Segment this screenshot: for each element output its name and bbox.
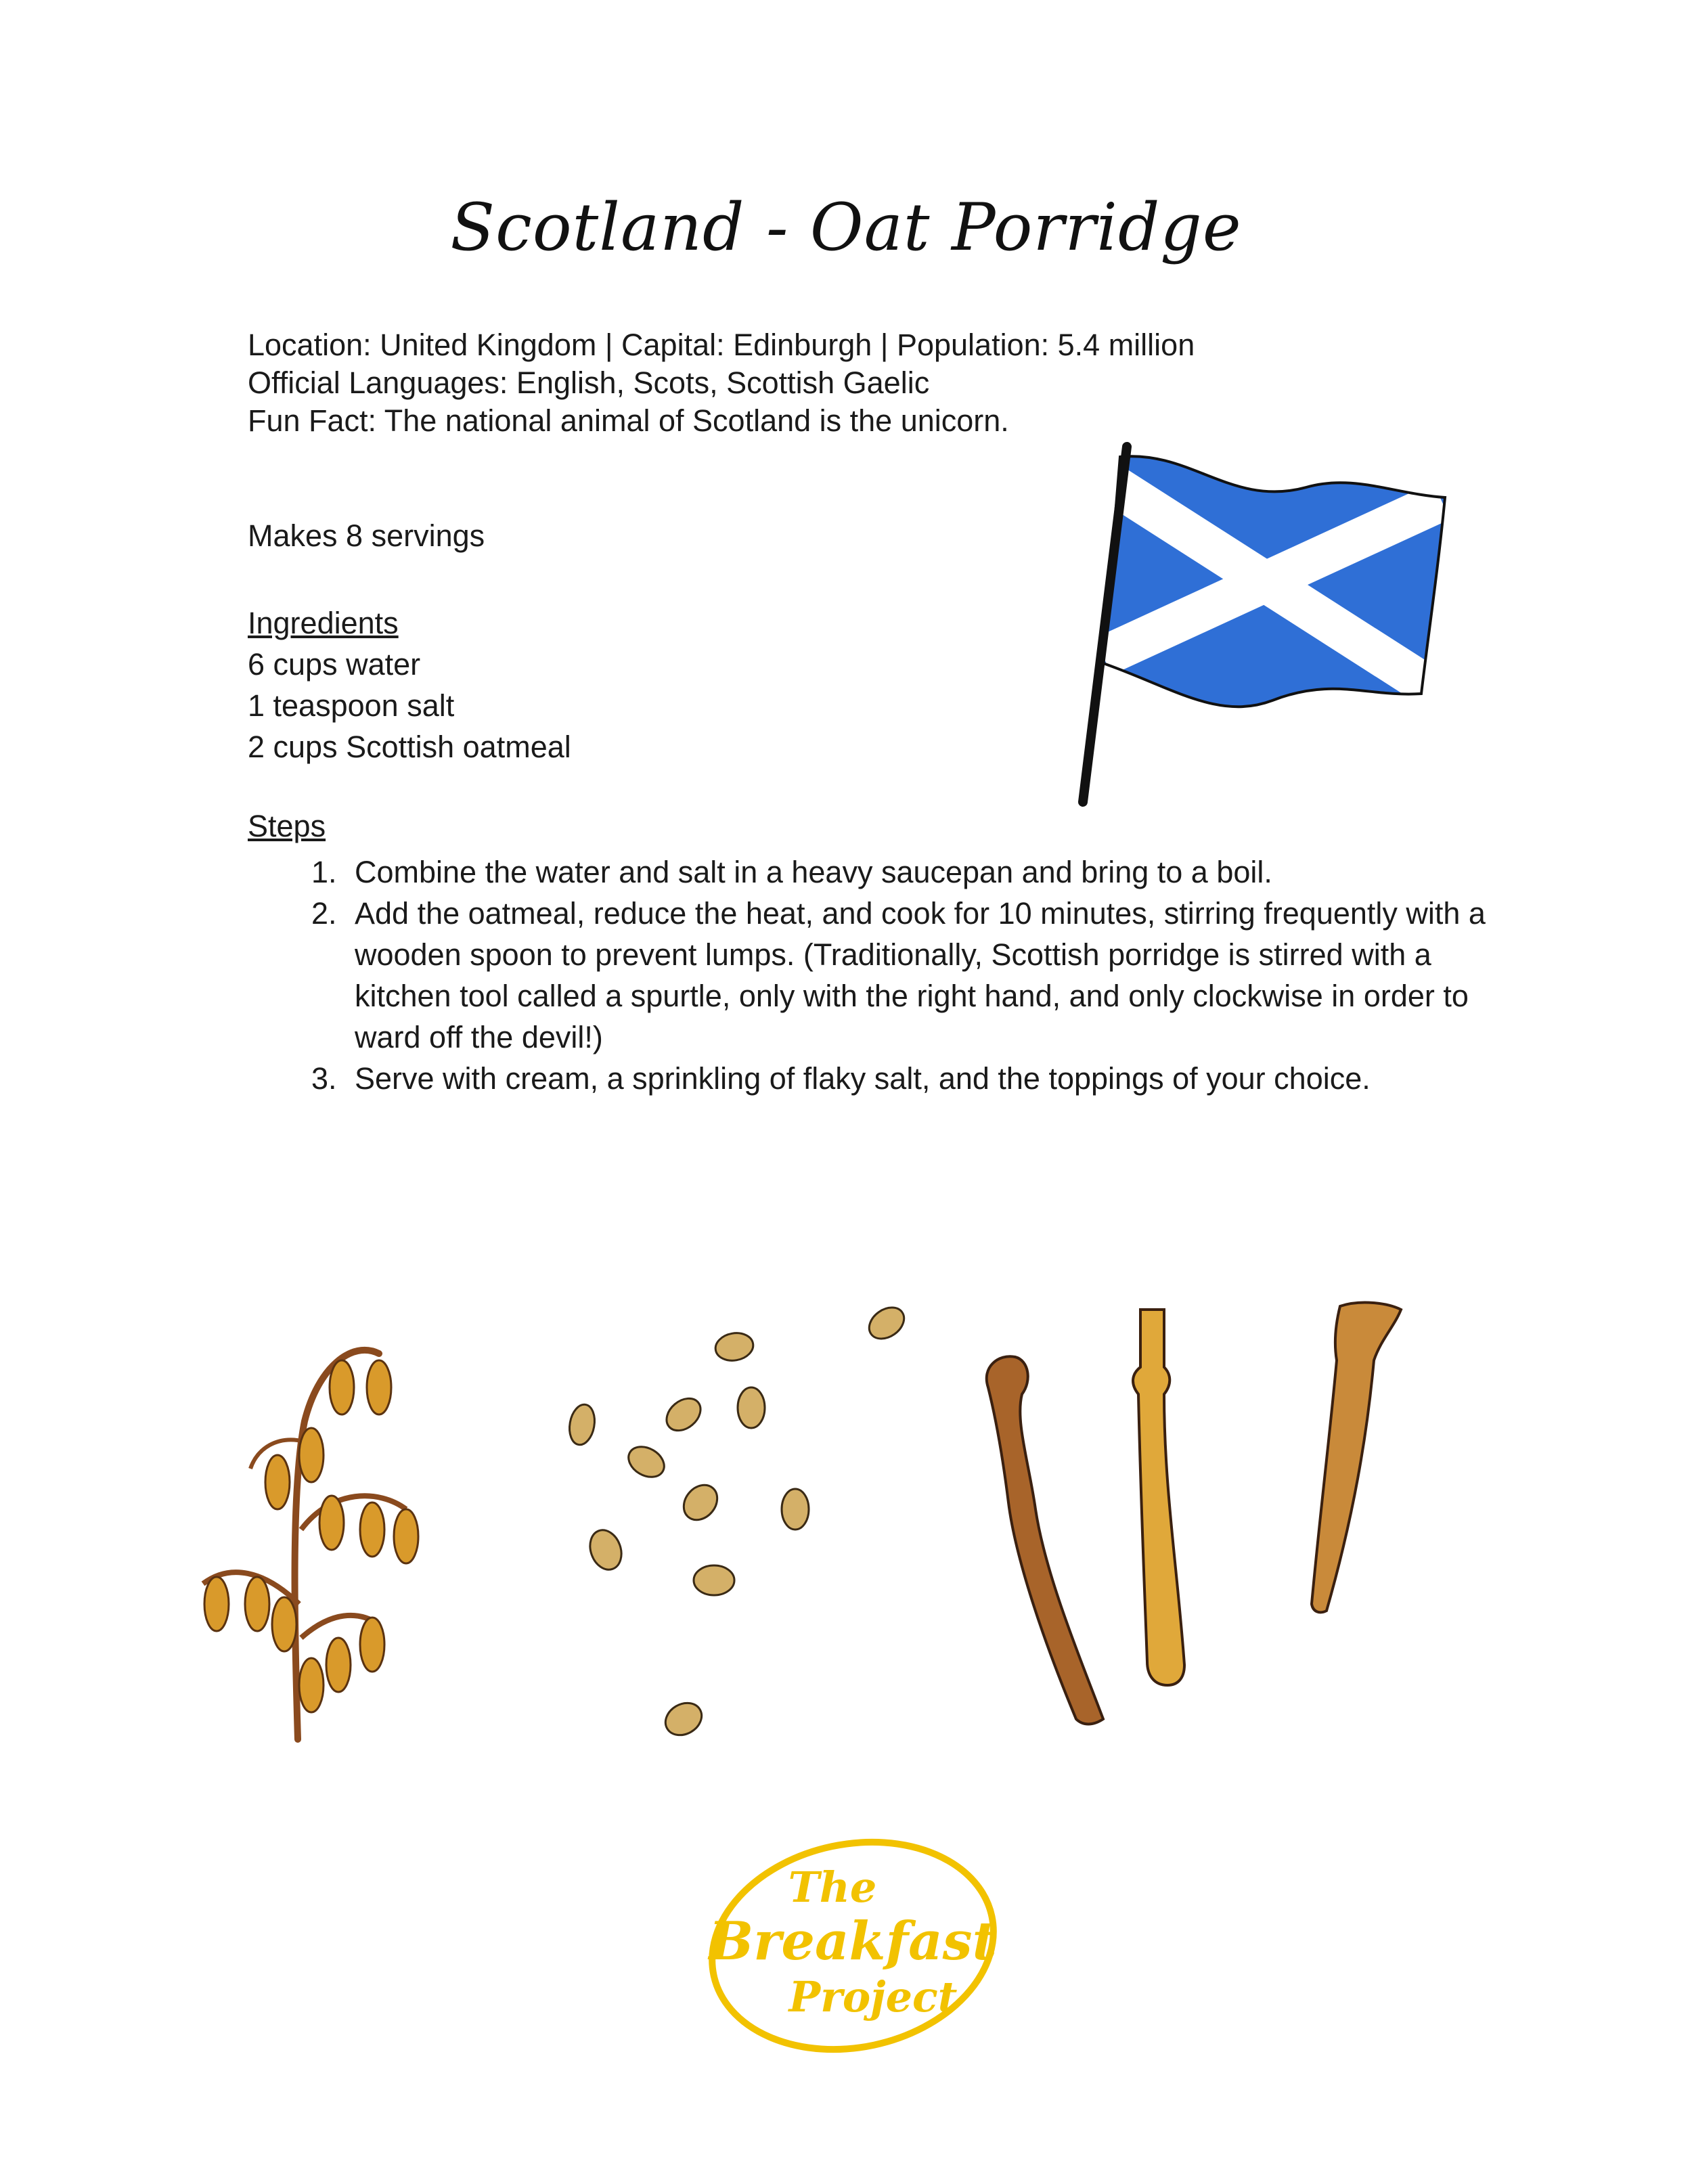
logo-line3: Project — [788, 1972, 958, 2022]
step-item: 3. Serve with cream, a sprinkling of flaky salt, and the toppings of your choice. — [345, 1058, 1509, 1099]
logo-line1: The — [788, 1863, 877, 1912]
step-item: 1. Combine the water and salt in a heavy saucepan and bring to a boil. — [345, 851, 1509, 893]
spurtles-icon — [961, 1286, 1475, 1760]
ingredient-item: 1 teaspoon salt — [248, 688, 455, 723]
logo-line2: Breakfast — [709, 1911, 997, 1972]
scotland-flag-icon — [1015, 433, 1462, 812]
ingredients-heading: Ingredients — [248, 606, 399, 640]
servings: Makes 8 servings — [248, 518, 485, 553]
ingredient-item: 2 cups Scottish oatmeal — [248, 730, 571, 764]
breakfast-project-logo — [670, 1827, 1022, 2071]
languages-line: Official Languages: English, Scots, Scottish Gaelic — [248, 365, 930, 400]
step-item: 2. Add the oatmeal, reduce the heat, and cook for 10 minutes, stirring frequently with a wooden spoon to prevent lumps. (Traditionally, Scottish porridge is stirred with a kitchen tool called a spurtle, only with the right hand, and only clockwise in order to ward off the devil!) — [345, 893, 1509, 1058]
fun-fact-line: Fun Fact: The national animal of Scotland is the unicorn. — [248, 403, 1009, 438]
oat-plant-icon — [176, 1286, 460, 1760]
steps-heading: Steps — [248, 809, 326, 843]
oat-grains-icon — [555, 1286, 934, 1760]
ingredients-section — [248, 602, 571, 767]
location-line: Location: United Kingdom | Capital: Edinburgh | Population: 5.4 million — [248, 328, 1195, 362]
page-title: Scotland - Oat Porridge — [450, 190, 1242, 265]
steps-list — [291, 851, 1509, 1099]
ingredient-item: 6 cups water — [248, 647, 421, 682]
country-info — [248, 326, 1195, 440]
